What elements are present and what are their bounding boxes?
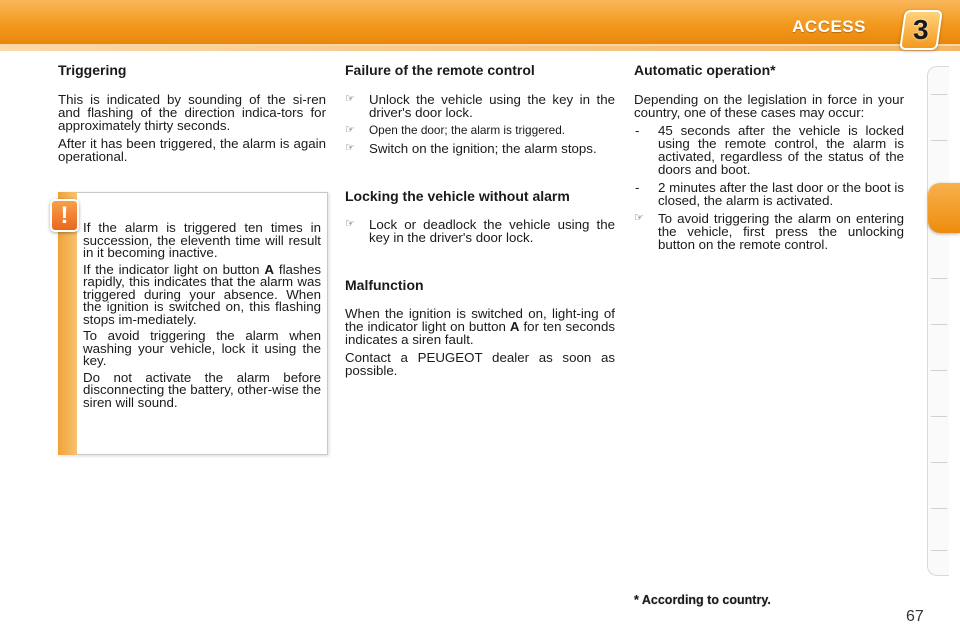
warning-p2-text: If the indicator light on button	[83, 261, 265, 277]
malfunction-text: When the ignition is switched on, light-ing of the indicator light on button	[345, 306, 615, 334]
dash-marker: -	[635, 180, 640, 195]
chapter-tab-divider	[931, 416, 947, 417]
list-item	[634, 212, 904, 251]
list-item	[345, 142, 615, 155]
warning-paragraph-4: Do not activate the alarm before disconnecting the battery, other-wise the siren will sound.	[83, 369, 321, 410]
chapter-tab-divider	[931, 324, 947, 325]
section-heading-failure: Failure of the remote control	[345, 62, 535, 78]
step-text: Open the door; the alarm is triggered.	[369, 123, 566, 137]
automatic-cases-list	[634, 124, 904, 251]
button-a-label: A	[509, 319, 520, 334]
hand-pointer-icon: ☞	[345, 218, 355, 230]
failure-steps-list	[345, 93, 615, 155]
chapter-title: ACCESS	[792, 17, 866, 36]
chapter-tab-divider	[931, 550, 947, 551]
footnote: * According to country.	[634, 593, 771, 607]
step-text: Unlock the vehicle using the key in the driver's door lock.	[369, 92, 615, 120]
chapter-tab-rail	[927, 66, 949, 576]
list-item	[634, 124, 904, 176]
locking-steps-list	[345, 218, 615, 244]
chapter-number-badge	[899, 10, 943, 50]
chapter-tab-divider	[931, 370, 947, 371]
chapter-tab-divider	[931, 278, 947, 279]
step-text: Switch on the ignition; the alarm stops.	[369, 141, 597, 156]
column-automatic-operation	[634, 62, 904, 256]
header-stripe	[0, 46, 960, 51]
chapter-number: 3	[913, 14, 929, 45]
chapter-tab-divider	[931, 462, 947, 463]
exclamation-icon: !	[50, 199, 79, 232]
case-text: 45 seconds after the vehicle is locked using the remote control, the alarm is activated, regardless of the status of the doors and boot.	[658, 123, 904, 177]
column-triggering	[58, 62, 326, 168]
chapter-tab-divider	[931, 508, 947, 509]
list-item	[634, 181, 904, 207]
warning-p2-text-cont: flashes rapidly, this indicates that the alarm was triggered during your absence. When the ignition is switched on, this flashing stops im-mediately.	[83, 261, 321, 327]
section-heading-automatic: Automatic operation*	[634, 62, 776, 78]
step-text: Lock or deadlock the vehicle using the key in the driver's door lock.	[369, 217, 615, 245]
dash-marker: -	[635, 123, 640, 138]
chapter-tab-active[interactable]	[928, 183, 960, 233]
automatic-intro: Depending on the legislation in force in your country, one of these cases may occur:	[634, 92, 904, 120]
hand-pointer-icon: ☞	[345, 142, 355, 154]
section-heading-triggering: Triggering	[58, 62, 127, 78]
chapter-tab-divider	[931, 94, 947, 95]
list-item	[345, 124, 615, 137]
tip-text: To avoid triggering the alarm on entering the vehicle, first press the unlocking button on the remote control.	[658, 211, 904, 252]
warning-paragraph-2	[83, 261, 321, 327]
page-number: 67	[906, 608, 924, 625]
triggering-paragraph-1: This is indicated by sounding of the si-ren and flashing of the direction indica-tors for approximately thirty seconds.	[58, 92, 326, 133]
triggering-paragraph-2: After it has been triggered, the alarm is again operational.	[58, 136, 326, 164]
section-heading-locking: Locking the vehicle without alarm	[345, 188, 570, 204]
case-text: 2 minutes after the last door or the boot is closed, the alarm is activated.	[658, 180, 904, 208]
malfunction-paragraph-2: Contact a PEUGEOT dealer as soon as possible.	[345, 350, 615, 378]
column-remote-control	[345, 62, 615, 382]
hand-pointer-icon: ☞	[345, 93, 355, 105]
list-item	[345, 218, 615, 244]
hand-pointer-icon: ☞	[634, 212, 644, 224]
warning-paragraph-1: If the alarm is triggered ten times in succession, the eleventh time will result in it becoming inactive.	[83, 220, 321, 260]
warning-text	[83, 222, 321, 413]
section-heading-malfunction: Malfunction	[345, 277, 424, 293]
list-item	[345, 93, 615, 119]
button-a-label: A	[264, 261, 275, 277]
chapter-tab-divider	[931, 140, 947, 141]
warning-paragraph-3: To avoid triggering the alarm when washing your vehicle, lock it using the key.	[83, 328, 321, 368]
hand-pointer-icon: ☞	[345, 124, 355, 136]
malfunction-paragraph-1	[345, 307, 615, 346]
malfunction-text-cont: for ten seconds indicates a siren fault.	[345, 319, 615, 347]
